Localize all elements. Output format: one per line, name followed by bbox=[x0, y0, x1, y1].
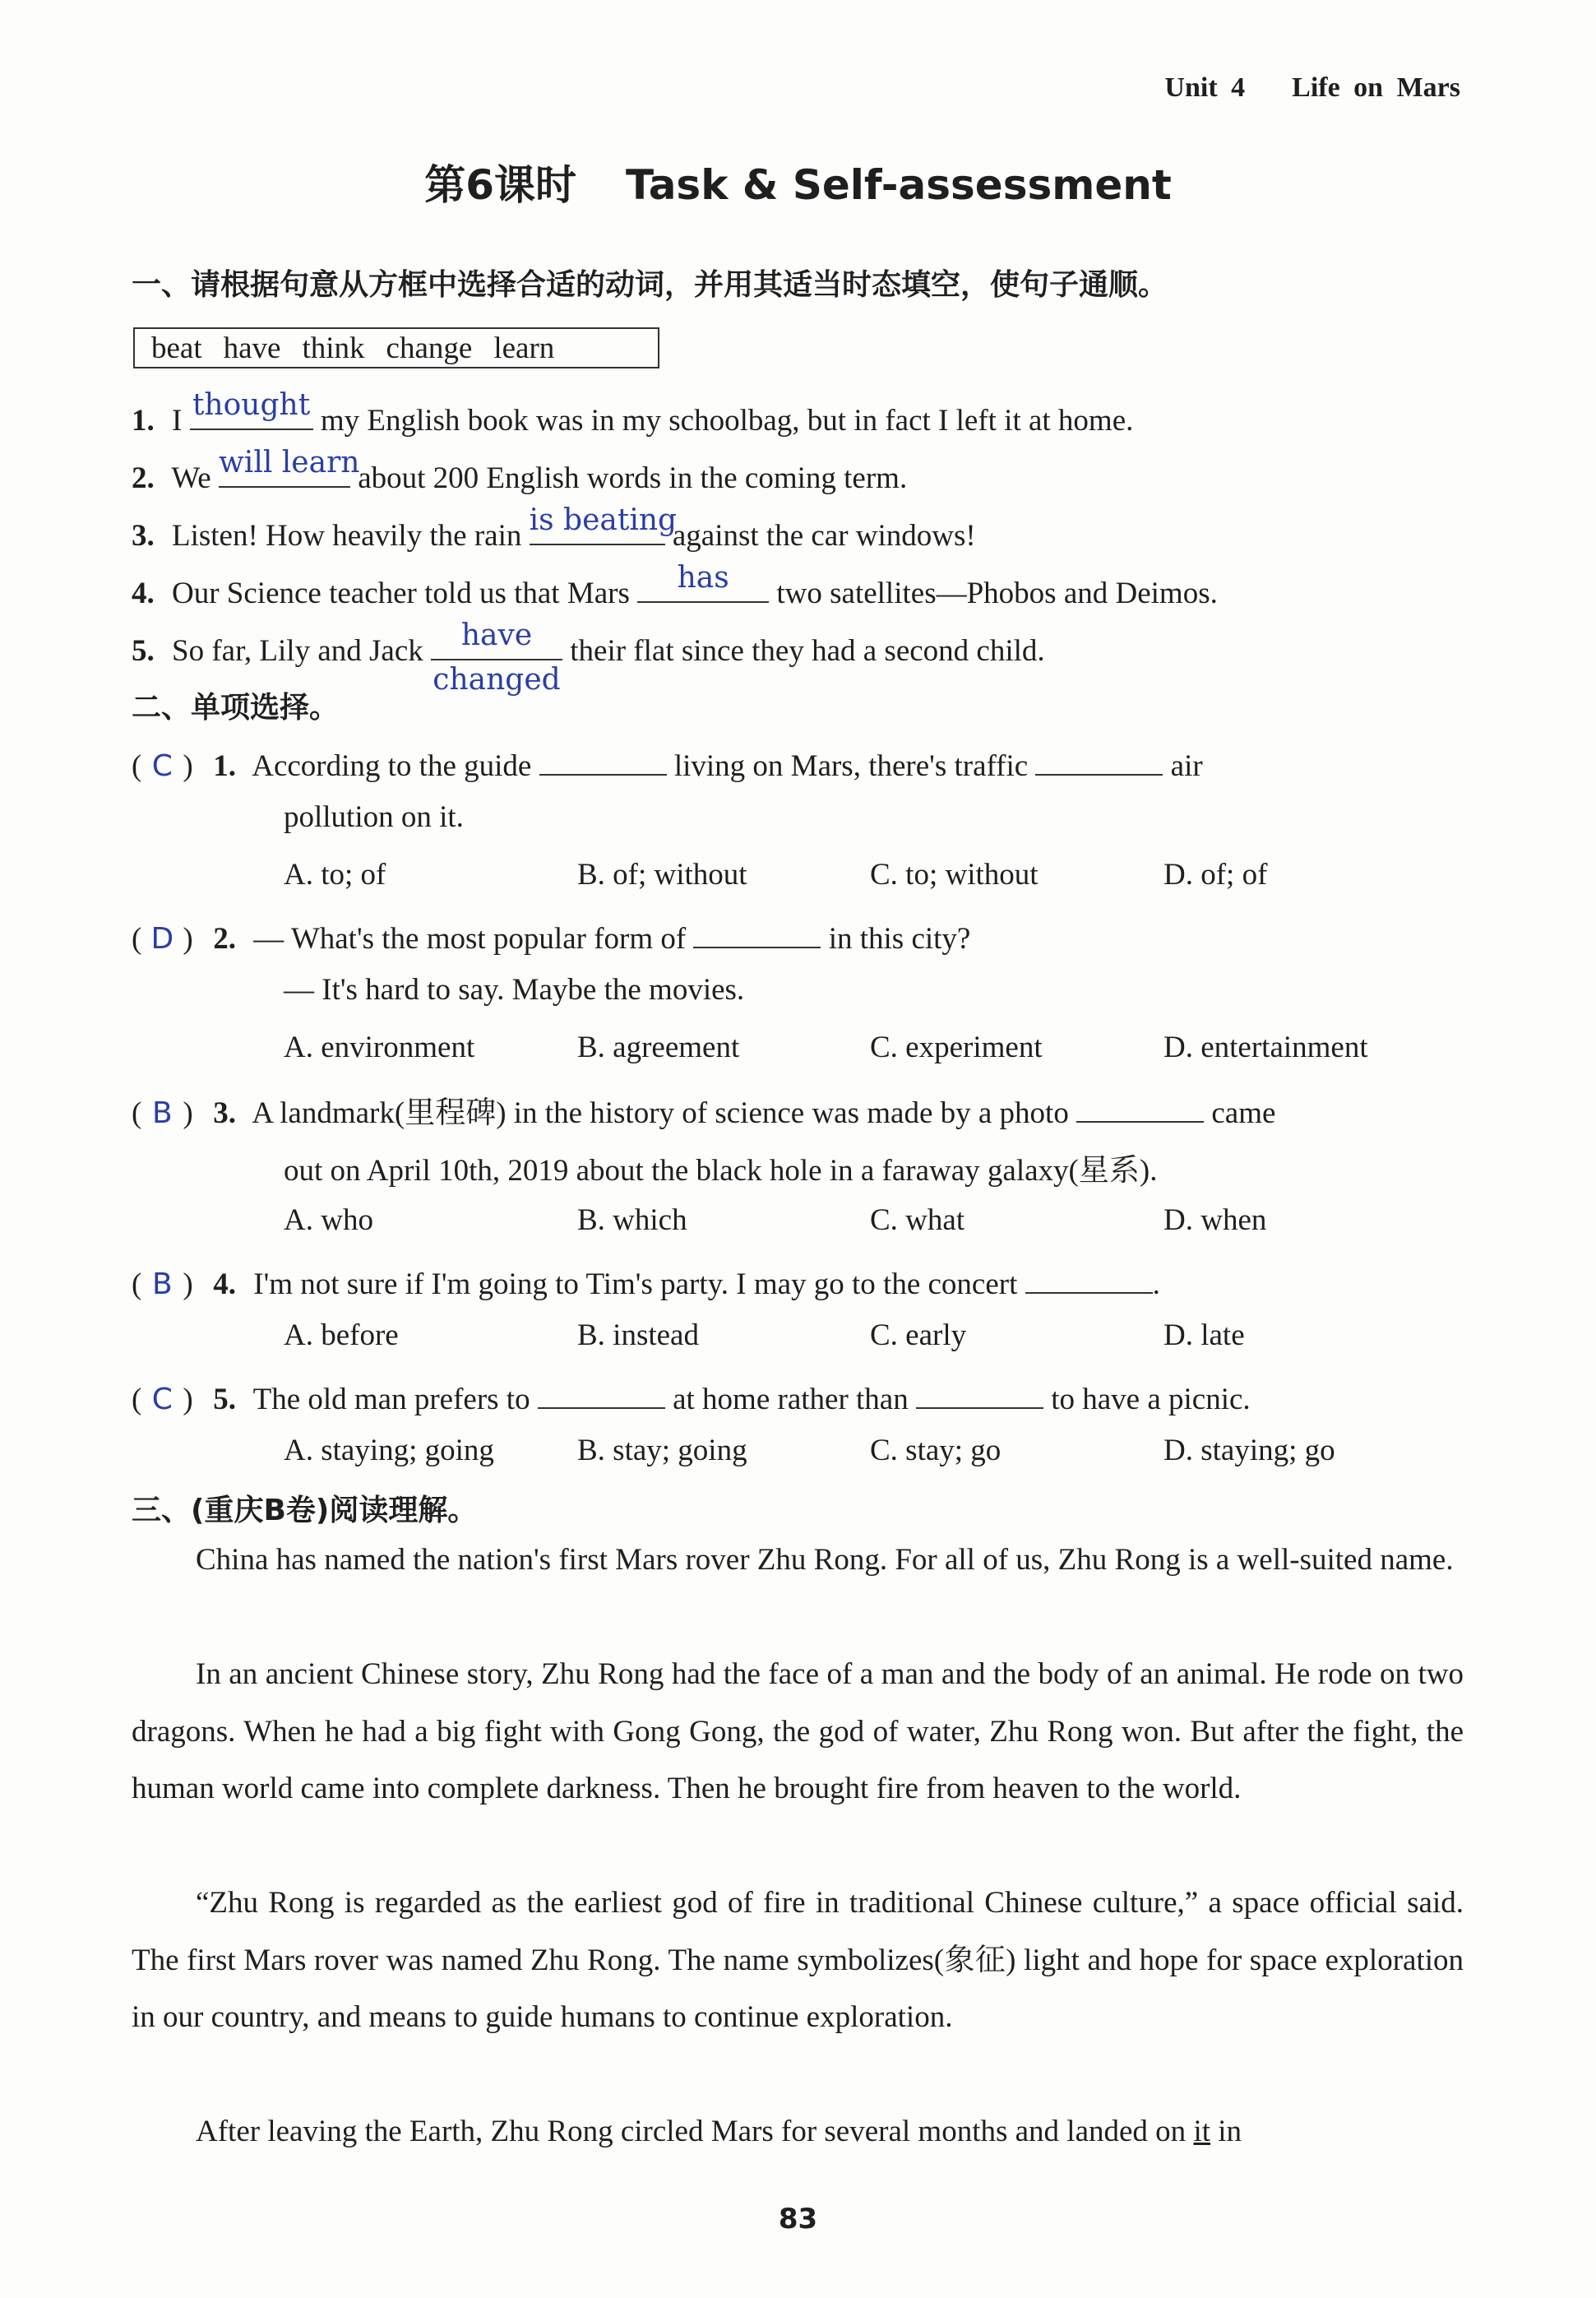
page-number: 83 bbox=[778, 2203, 818, 2235]
word-box bbox=[133, 327, 659, 368]
answer-bracket[interactable]: ( B ) bbox=[132, 1096, 193, 1130]
option-b[interactable]: B. stay; going bbox=[577, 1434, 747, 1467]
option-a[interactable]: A. staying; going bbox=[284, 1434, 494, 1467]
word-box-item: change bbox=[386, 331, 473, 365]
handwritten-answer: changed bbox=[433, 663, 561, 697]
unit-title: Life on Mars bbox=[1292, 72, 1460, 103]
handwritten-answer: has bbox=[677, 560, 729, 595]
question-continuation: out on April 10th, 2019 about the black hole in a faraway galaxy(星系). bbox=[284, 1154, 1158, 1188]
running-header bbox=[1164, 72, 1460, 104]
answer-blank[interactable] bbox=[190, 387, 313, 430]
answer-blank[interactable] bbox=[218, 445, 360, 488]
option-d[interactable]: D. when bbox=[1163, 1203, 1267, 1237]
option-d[interactable]: D. late bbox=[1163, 1318, 1245, 1352]
option-c[interactable]: C. stay; go bbox=[870, 1434, 1002, 1467]
word-box-item: learn bbox=[493, 331, 555, 365]
underlined-word: it bbox=[1193, 2115, 1210, 2148]
answer-blank bbox=[538, 1375, 665, 1409]
option-b[interactable]: B. which bbox=[577, 1203, 687, 1237]
handwritten-choice: B bbox=[151, 1096, 173, 1130]
option-c[interactable]: C. early bbox=[870, 1318, 967, 1352]
answer-bracket[interactable]: ( B ) bbox=[132, 1267, 193, 1301]
answer-bracket[interactable]: ( C ) bbox=[132, 748, 193, 783]
handwritten-choice: C bbox=[151, 748, 173, 783]
word-box-item: have bbox=[223, 331, 281, 365]
option-c[interactable]: C. experiment bbox=[870, 1031, 1043, 1064]
answer-blank[interactable] bbox=[431, 618, 562, 697]
answer-blank bbox=[916, 1375, 1043, 1409]
word-box-item: think bbox=[302, 331, 365, 365]
answer-blank bbox=[1025, 1260, 1153, 1294]
option-a[interactable]: A. who bbox=[284, 1203, 373, 1237]
option-d[interactable]: D. entertainment bbox=[1163, 1031, 1368, 1064]
question-continuation: pollution on it. bbox=[284, 800, 464, 834]
mc-question-3: ( B ) 3. A landmark(里程碑) in the history of science was made by a photo came bbox=[132, 1087, 1275, 1132]
answer-blank bbox=[1035, 742, 1163, 776]
option-d[interactable]: D. staying; go bbox=[1163, 1434, 1335, 1467]
option-a[interactable]: A. before bbox=[284, 1318, 399, 1352]
answer-blank[interactable] bbox=[529, 503, 678, 545]
lesson-topic: Task & Self-assessment bbox=[626, 161, 1172, 209]
option-b[interactable]: B. agreement bbox=[577, 1031, 740, 1064]
page-title bbox=[0, 152, 1596, 211]
reading-paragraph-1: China has named the nation's first Mars rover Zhu Rong. For all of us, Zhu Rong is a well-suited name. bbox=[196, 1543, 1454, 1577]
answer-bracket[interactable]: ( C ) bbox=[132, 1382, 193, 1416]
fill-item-3: 3. Listen! How heavily the rain is beating against the car windows! bbox=[132, 503, 976, 553]
answer-blank bbox=[539, 742, 667, 776]
option-a[interactable]: A. environment bbox=[284, 1031, 475, 1064]
mc-question-4: ( B ) 4. I'm not sure if I'm going to Tim's party. I may go to the concert . bbox=[132, 1260, 1160, 1302]
question-continuation: — It's hard to say. Maybe the movies. bbox=[284, 973, 745, 1007]
section1-heading: 一、请根据句意从方框中选择合适的动词，并用其适当时态填空，使句子通顺。 bbox=[132, 268, 1168, 302]
fill-item-1: 1. I thought my English book was in my schoolbag, but in fact I left it at home. bbox=[132, 387, 1134, 438]
unit-number: Unit 4 bbox=[1164, 72, 1246, 103]
handwritten-choice: B bbox=[151, 1267, 173, 1301]
answer-blank bbox=[693, 915, 821, 948]
handwritten-answer: have bbox=[460, 618, 533, 652]
handwritten-answer: thought bbox=[192, 387, 311, 422]
word-box-item: beat bbox=[151, 331, 202, 365]
section3-heading: 三、(重庆B卷)阅读理解。 bbox=[132, 1494, 478, 1527]
option-b[interactable]: B. of; without bbox=[577, 858, 747, 892]
fill-item-5: 5. So far, Lily and Jack have changed their flat since they had a second child. bbox=[132, 618, 1045, 697]
handwritten-answer: will learn bbox=[218, 445, 360, 480]
option-c[interactable]: C. to; without bbox=[870, 858, 1039, 892]
section2-heading: 二、单项选择。 bbox=[132, 691, 340, 725]
reading-paragraph-2: In an ancient Chinese story, Zhu Rong had the face of a man and the body of an animal. He rode on two dragons. When he had a big fight with Gong Gong, the god of water, Zhu Rong won. But after the fight, the human world came into complete darkness. Then he brought fire from heaven to the world. bbox=[132, 1657, 1464, 1805]
fill-item-2: 2. We will learn about 200 English words in the coming term. bbox=[132, 445, 908, 495]
reading-paragraph-4: After leaving the Earth, Zhu Rong circled Mars for several months and landed on it in bbox=[196, 2115, 1242, 2148]
handwritten-answer: is beating bbox=[529, 503, 678, 537]
answer-blank[interactable] bbox=[637, 560, 769, 603]
answer-bracket[interactable]: ( D ) bbox=[132, 921, 193, 956]
answer-blank bbox=[1076, 1089, 1204, 1123]
option-b[interactable]: B. instead bbox=[577, 1318, 699, 1352]
option-c[interactable]: C. what bbox=[870, 1203, 965, 1237]
reading-paragraph-3: “Zhu Rong is regarded as the earliest god of fire in traditional Chinese culture,” a space official said. The first Mars rover was named Zhu Rong. The name symbolizes(象征) light and hope for space exploration in our country, and means to guide humans to continue exploration. bbox=[132, 1886, 1464, 2034]
mc-question-5: ( C ) 5. The old man prefers to at home rather than to have a picnic. bbox=[132, 1375, 1251, 1417]
mc-question-2: ( D ) 2. — What's the most popular form of in this city? bbox=[132, 915, 970, 957]
fill-item-4: 4. Our Science teacher told us that Mars has two satellites—Phobos and Deimos. bbox=[132, 560, 1218, 610]
option-a[interactable]: A. to; of bbox=[284, 858, 386, 892]
handwritten-choice: C bbox=[151, 1382, 173, 1416]
option-d[interactable]: D. of; of bbox=[1163, 858, 1268, 892]
handwritten-choice: D bbox=[150, 921, 174, 956]
lesson-label: 第6课时 bbox=[424, 161, 577, 209]
mc-question-1: ( C ) 1. According to the guide living on Mars, there's traffic air bbox=[132, 742, 1203, 784]
